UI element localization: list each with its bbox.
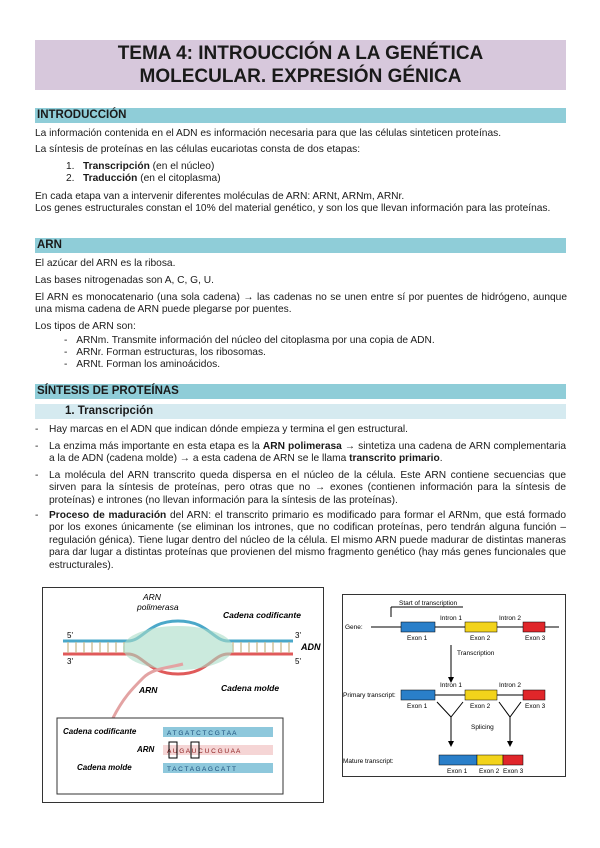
inset-label-codificante: Cadena codificante — [63, 727, 137, 736]
title-line-2: MOLECULAR. EXPRESIÓN GÉNICA — [139, 66, 462, 87]
label-exon2: Exon 2 — [470, 703, 491, 710]
subsection-heading-transcripcion: 1. Transcripción — [35, 404, 566, 419]
label-5-prime: 5' — [67, 631, 73, 640]
label-exon2: Exon 2 — [470, 635, 491, 642]
label-start-transcription: Start of transcription — [399, 600, 458, 607]
exon1-gene — [401, 622, 435, 632]
label-exon3: Exon 3 — [525, 703, 546, 710]
sequence-arn: A U G A U C U C G U A A — [167, 748, 241, 755]
list-item: - ARNr. Forman estructuras, los ribosomas. — [64, 347, 266, 358]
exon1-primary — [401, 690, 435, 700]
label-intron2: Intron 2 — [499, 615, 522, 622]
bullet-item: - La enzima más importante en esta etapa es la ARN polimerasa → sintetiza una cadena de ARN complementaria a la de ADN (cadena molde) → a esta cadena de ARN se le llama transcrito primario. — [35, 441, 566, 465]
title-line-1: TEMA 4: INTROUCCIÓN A LA GENÉTICA — [117, 43, 484, 64]
label-cadena-molde: Cadena molde — [221, 683, 280, 693]
list-item: Transcripción (en el núcleo) — [83, 161, 215, 172]
label-intron1: Intron 1 — [440, 682, 463, 689]
label-primary-transcript: Primary transcript: — [343, 692, 396, 699]
transcription-figure — [42, 587, 324, 803]
exon2-gene — [465, 622, 497, 632]
list-number: 2. — [66, 173, 75, 184]
section-heading-introduccion: INTRODUCCIÓN — [35, 108, 566, 123]
label-splicing: Splicing — [471, 724, 494, 731]
intro-paragraph-1: La información contenida en el ADN es información necesaria para que las células sinteticen proteínas. — [35, 128, 502, 139]
label-intron1: Intron 1 — [440, 615, 463, 622]
page-title — [35, 40, 566, 90]
exon1-mature — [439, 755, 477, 765]
intro-paragraph-4: Los genes estructurales constan el 10% del material genético, y son los que llevan información para las proteínas. — [35, 203, 551, 214]
label-intron2: Intron 2 — [499, 682, 522, 689]
label-mature-transcript: Mature transcript: — [343, 758, 394, 765]
intro-paragraph-2: La síntesis de proteínas en las células eucariotas consta de dos etapas: — [35, 144, 361, 155]
label-transcription: Transcription — [457, 650, 495, 657]
exon3-mature — [503, 755, 523, 765]
exon3-primary — [523, 690, 545, 700]
exon2-mature — [477, 755, 503, 765]
label-exon2: Exon 2 — [479, 768, 500, 775]
label-gene: Gene: — [345, 624, 363, 631]
label-arn: ARN — [139, 685, 158, 695]
inset-label-molde: Cadena molde — [77, 763, 132, 772]
arn-paragraph-1: El azúcar del ARN es la ribosa. — [35, 258, 176, 269]
section-heading-sintesis: SÍNTESIS DE PROTEÍNAS — [35, 384, 566, 399]
section-heading-arn: ARN — [35, 238, 566, 253]
label-3-prime: 3' — [295, 631, 301, 640]
label-adn: ADN — [301, 642, 321, 652]
label-polimerasa: polimerasa — [137, 602, 179, 612]
bullet-item: - Hay marcas en el ADN que indican dónde empieza y termina el gen estructural. — [35, 424, 409, 435]
label-arn-polimerasa: ARN — [143, 592, 161, 602]
inset-label-arn: ARN — [137, 745, 155, 754]
label-exon3: Exon 3 — [525, 635, 546, 642]
label-cadena-codificante: Cadena codificante — [223, 610, 301, 620]
sequence-molde: T A C T A G A G C A T T — [167, 766, 237, 773]
list-item: - ARNm. Transmite información del núcleo del citoplasma por una copia de ADN. — [64, 335, 435, 346]
label-exon1: Exon 1 — [407, 635, 428, 642]
splicing-figure — [342, 594, 566, 777]
label-5-prime: 5' — [295, 657, 301, 666]
label-exon1: Exon 1 — [447, 768, 468, 775]
label-3-prime: 3' — [67, 657, 73, 666]
list-item: Traducción (en el citoplasma) — [83, 173, 221, 184]
sequence-codificante: A T G A T C T C G T A A — [167, 730, 237, 737]
bullet-item: - La molécula del ARN transcrito queda dispersa en el núcleo de la célula. Este ARN contiene secuencias que sirven para la síntesis de proteínas, pero otras que no → exones (contienen información para la síntesis de proteínas) e intrones (no llevan información para la síntesis de las proteínas). — [35, 470, 566, 506]
transcription-diagram — [43, 588, 323, 802]
exon3-gene — [523, 622, 545, 632]
splicing-diagram — [343, 595, 565, 776]
arn-paragraph-4: Los tipos de ARN son: — [35, 321, 136, 332]
bullet-item: - Proceso de maduración del ARN: el transcrito primario es modificado para formar el ARNm, que está formado por los exones únicamente (se eliminan los intrones, que no codifican proteínas, pero tendrán alguna función – regulación génica). Tiene lugar dentro del núcleo de la célula. El mismo ARN puede madurar de distintas maneras para dar lugar a distintas proteínas que provienen del mismo fragmento genético (hay más genes funcionales que estructurales). — [35, 510, 566, 571]
arn-paragraph-3: El ARN es monocatenario (una sola cadena) → las cadenas no se unen entre sí por puentes de hidrógeno, aunque una misma cadena de ARN puede plegarse por puentes. — [35, 292, 567, 316]
polymerase-bubble — [123, 626, 233, 670]
list-item: - ARNt. Forman los aminoácidos. — [64, 359, 221, 370]
intro-paragraph-3: En cada etapa van a intervenir diferentes moléculas de ARN: ARNt, ARNm, ARNr. — [35, 191, 405, 202]
arn-paragraph-2: Las bases nitrogenadas son A, C, G, U. — [35, 275, 214, 286]
exon2-primary — [465, 690, 497, 700]
list-number: 1. — [66, 161, 75, 172]
label-exon1: Exon 1 — [407, 703, 428, 710]
label-exon3: Exon 3 — [503, 768, 524, 775]
